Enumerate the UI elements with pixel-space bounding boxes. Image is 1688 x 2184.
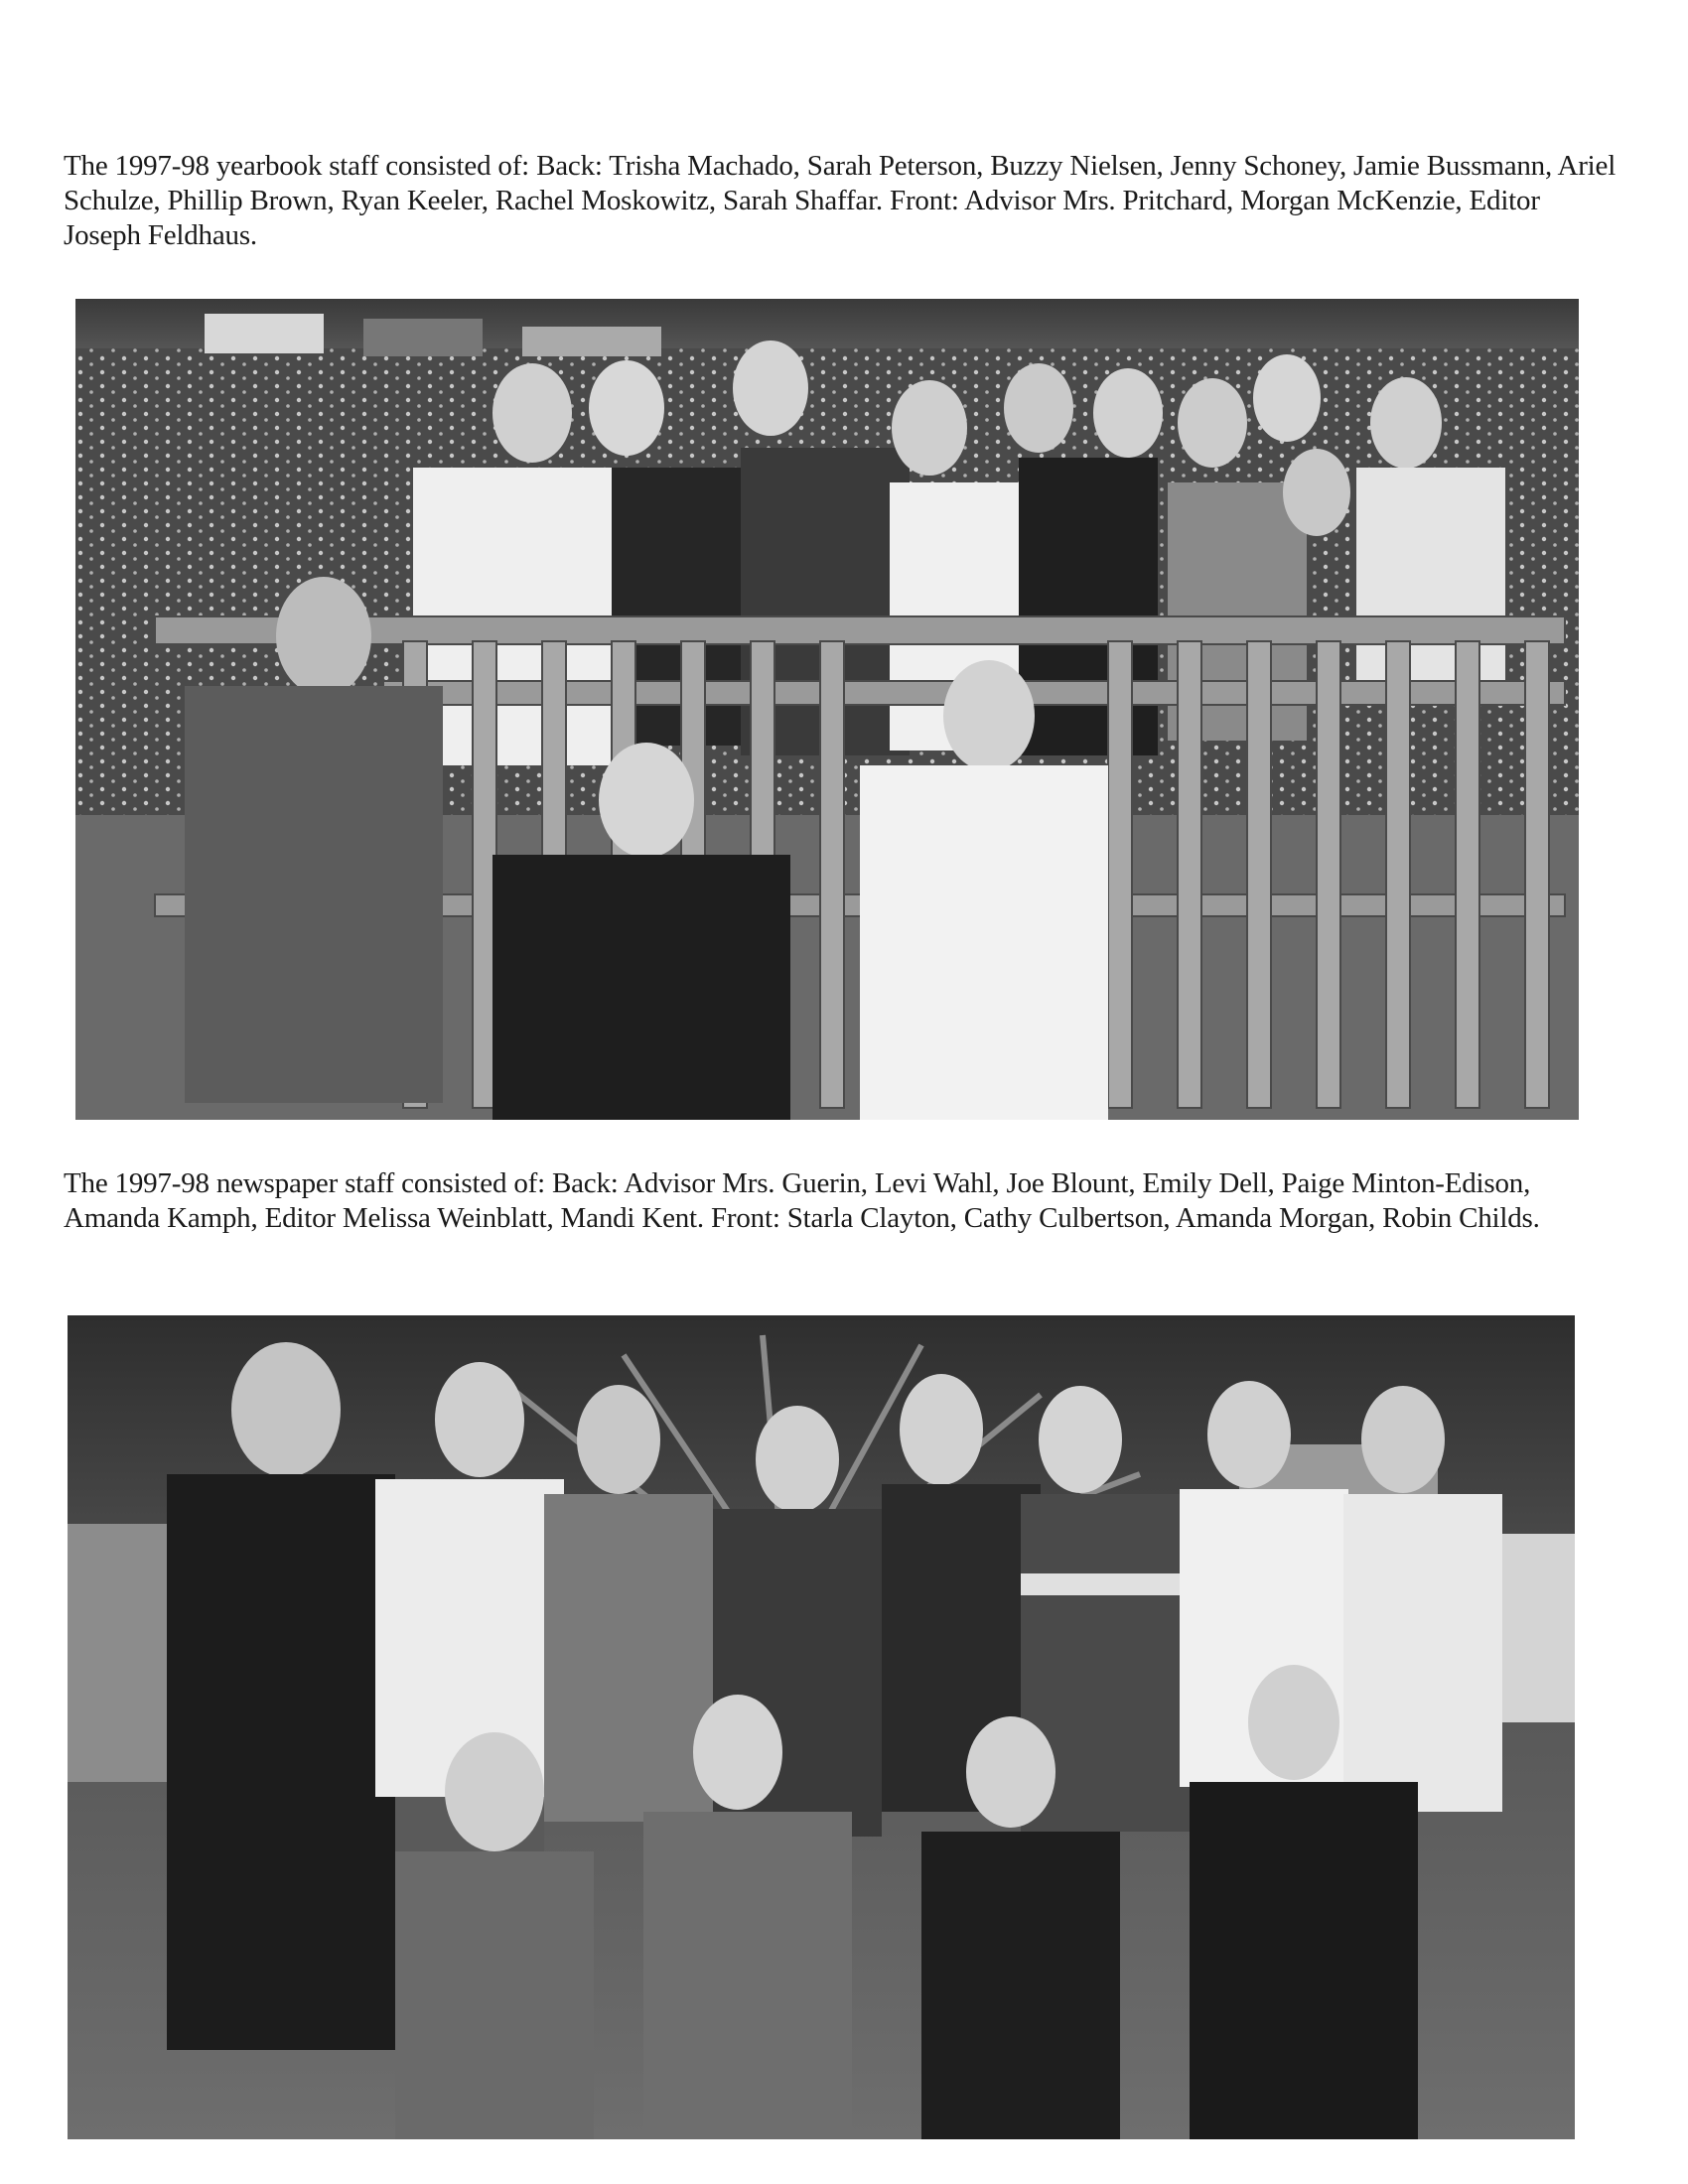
yearbook-staff-caption: The 1997-98 yearbook staff consisted of: Back: Trisha Machado, Sarah Peterson, Buzzy Nielsen, Jenny Schoney, Jamie Bussmann, Ariel Schulze, Phillip Brown, Ryan Keeler, Rachel Moskowitz, Sarah Shaffar. Front: Advisor Mrs. Pritchard, Morgan McKenzie, Editor Joseph Feldhaus. [64, 150, 1617, 251]
newspaper-staff-caption: The 1997-98 newspaper staff consisted of: Back: Advisor Mrs. Guerin, Levi Wahl, Joe Blount, Emily Dell, Paige Minton-Edison, Amanda Kamph, Editor Melissa Weinblatt, Mandi Kent. Front: Starla Clayton, Cathy Culbertson, Amanda Morgan, Robin Childs. [64, 1167, 1540, 1234]
yearbook-staff-photo [75, 299, 1579, 1120]
newspaper-staff-photo [68, 1315, 1575, 2139]
